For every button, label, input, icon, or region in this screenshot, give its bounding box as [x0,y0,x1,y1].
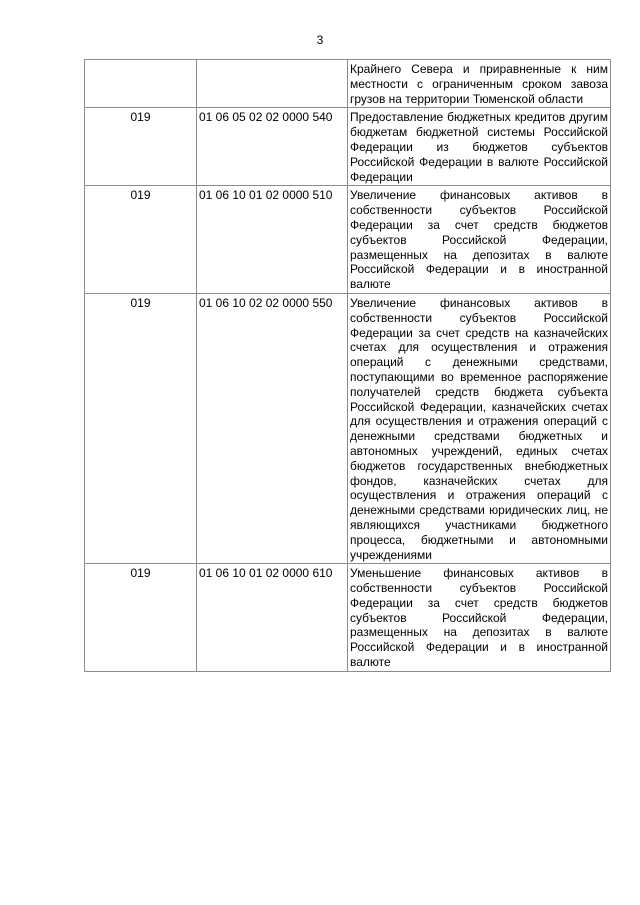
source-code-cell: 01 06 05 02 02 0000 540 [197,108,348,186]
source-code-cell: 01 06 10 01 02 0000 510 [197,186,348,294]
table-row [85,564,611,672]
source-code-cell [197,60,348,108]
table-row [85,186,611,294]
source-code-cell: 01 06 10 01 02 0000 610 [197,564,348,672]
admin-code-cell: 019 [85,564,197,672]
description-cell: Увеличение финансовых активов в собственности субъектов Российской Федерации за счет средств бюджетов субъектов Российской Федерации, размещенных на депозитах в валюте Российской Федерации и в иностранной валюте [348,186,611,294]
table-row [85,60,611,108]
admin-code-cell: 019 [85,108,197,186]
source-code-cell: 01 06 10 02 02 0000 550 [197,293,348,563]
budget-sources-table [84,59,611,672]
description-cell: Крайнего Севера и приравненные к ним местности с ограниченным сроком завоза грузов на территории Тюменской области [348,60,611,108]
admin-code-cell: 019 [85,186,197,294]
description-cell: Увеличение финансовых активов в собственности субъектов Российской Федерации за счет средств на казначейских счетах для осуществления и отражения операций с денежными средствами, поступающими во временное распоряжение получателей средств бюджета субъекта Российской Федерации, казначейских счетах для осуществления и отражения операций с денежными средствами бюджетных и автономных учреждений, единых счетах бюджетов государственных внебюджетных фондов, казначейских счетах для осуществления и отражения операций с денежными средствами юридических лиц, не являющихся участниками бюджетного процесса, бюджетными и автономными учреждениями [348,293,611,563]
admin-code-cell: 019 [85,293,197,563]
description-cell: Предоставление бюджетных кредитов другим бюджетам бюджетной системы Российской Федерации из бюджетов субъектов Российской Федерации в валюте Российской Федерации [348,108,611,186]
admin-code-cell [85,60,197,108]
table-row [85,108,611,186]
description-cell: Уменьшение финансовых активов в собственности субъектов Российской Федерации за счет средств бюджетов субъектов Российской Федерации, размещенных на депозитах в валюте Российской Федерации и в иностранной валюте [348,564,611,672]
table-row [85,293,611,563]
page-number: 3 [316,33,324,47]
